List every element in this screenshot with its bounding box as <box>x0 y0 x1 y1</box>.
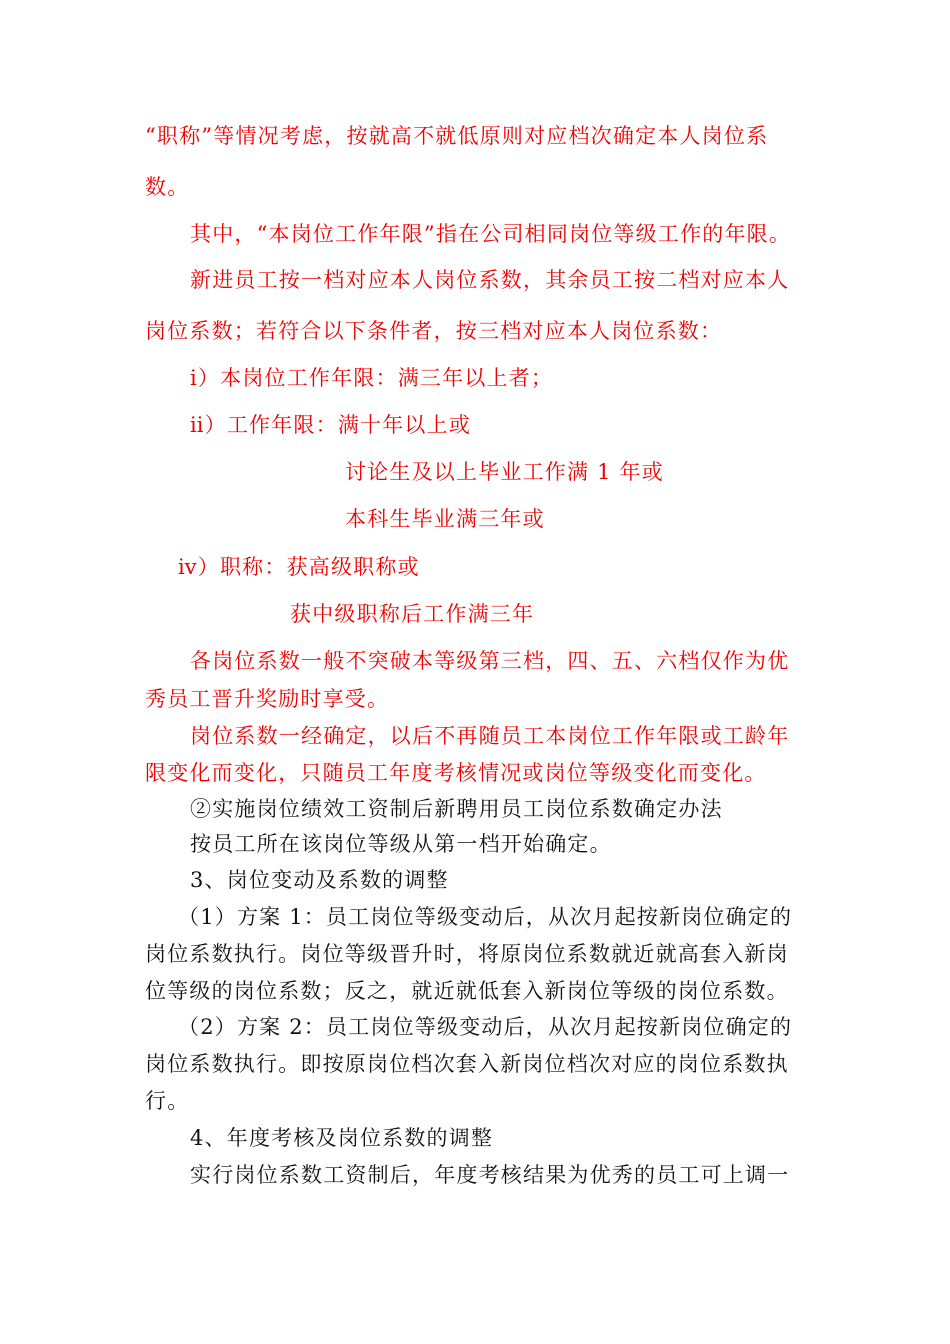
text-line: 数。 <box>145 175 190 199</box>
list-item: ⅱ）工作年限：满十年以上或 <box>190 413 472 437</box>
list-item: ⅰ）本岗位工作年限：满三年以上者； <box>190 366 554 390</box>
text-line: 新进员工按一档对应本人岗位系数，其余员工按二档对应本人 <box>190 268 790 292</box>
text-line: 岗位系数；若符合以下条件者，按三档对应本人岗位系数： <box>145 319 723 343</box>
text-line: 按员工所在该岗位等级从第一档开始确定。 <box>190 832 612 856</box>
text-line: （2）方案 2：员工岗位等级变动后，从次月起按新岗位确定的 <box>178 1015 793 1039</box>
text-line: 各岗位系数一般不突破本等级第三档，四、五、六档仅作为优 <box>190 649 790 673</box>
section-heading: 3、岗位变动及系数的调整 <box>190 868 449 892</box>
list-item: 讨论生及以上毕业工作满 1 年或 <box>345 460 664 484</box>
list-item: 本科生毕业满三年或 <box>345 507 545 531</box>
text-line: 岗位系数执行。即按原岗位档次套入新岗位档次对应的岗位系数执 <box>145 1052 789 1076</box>
text-line: 其中，“本岗位工作年限”指在公司相同岗位等级工作的年限。 <box>190 222 792 246</box>
text-line: 限变化而变化，只随员工年度考核情况或岗位等级变化而变化。 <box>145 761 767 785</box>
text-line: （1）方案 1：员工岗位等级变动后，从次月起按新岗位确定的 <box>178 905 793 929</box>
text-line: 岗位系数一经确定，以后不再随员工本岗位工作年限或工龄年 <box>190 724 790 748</box>
section-heading: 4、年度考核及岗位系数的调整 <box>190 1126 494 1150</box>
text-line: 行。 <box>145 1089 190 1113</box>
text-line: 位等级的岗位系数；反之，就近就低套入新岗位等级的岗位系数。 <box>145 979 789 1003</box>
list-item: ⅳ）职称：获高级职称或 <box>178 555 420 579</box>
list-item: 获中级职称后工作满三年 <box>290 602 535 626</box>
text-line: 实行岗位系数工资制后，年度考核结果为优秀的员工可上调一 <box>190 1163 790 1187</box>
text-line: “职称”等情况考虑，按就高不就低原则对应档次确定本人岗位系 <box>145 124 769 148</box>
text-line: 岗位系数执行。岗位等级晋升时，将原岗位系数就近就高套入新岗 <box>145 942 789 966</box>
subsection-heading: ②实施岗位绩效工资制后新聘用员工岗位系数确定办法 <box>190 797 723 821</box>
text-line: 秀员工晋升奖励时享受。 <box>145 687 390 711</box>
